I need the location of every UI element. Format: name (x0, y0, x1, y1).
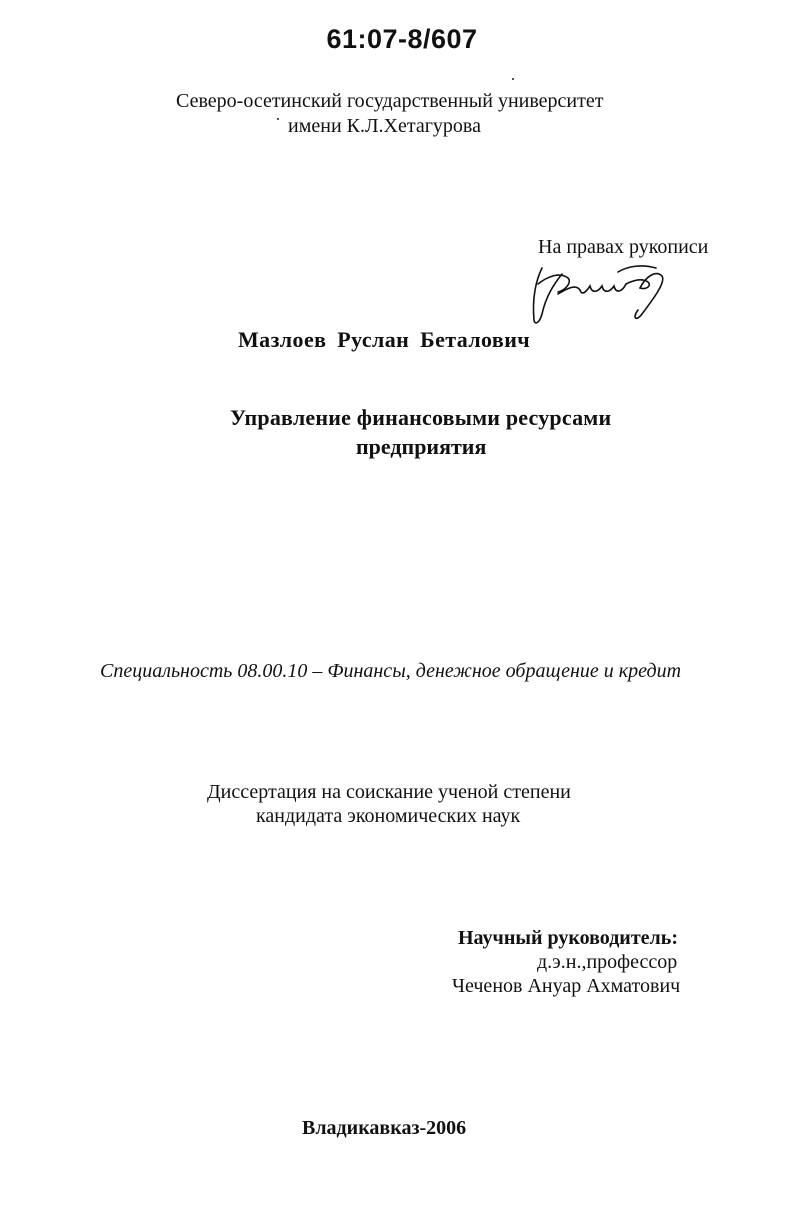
handwritten-signature (528, 258, 678, 330)
supervisor-degree: д.э.н.,профессор (537, 951, 678, 973)
city-year: Владикавказ-2006 (302, 1117, 467, 1139)
supervisor-label: Научный руководитель: (458, 927, 678, 949)
scan-speck (512, 78, 514, 80)
author-name: Мазлоев Руслан Беталович (238, 327, 531, 352)
specialty-line: Специальность 08.00.10 – Финансы, денежное обращение и кредит (100, 660, 682, 682)
university-name-line1: Северо-осетинский государственный университет (176, 90, 604, 112)
supervisor-name: Чеченов Ануар Ахматович (452, 975, 681, 997)
catalog-number: 61:07-8/607 (326, 24, 478, 54)
manuscript-rights-note: На правах рукописи (538, 236, 709, 258)
dissertation-title-line1: Управление финансовыми ресурсами (230, 405, 612, 430)
dissertation-title-line2: предприятия (356, 434, 487, 459)
scan-speck (277, 118, 279, 120)
university-name-line2: имени К.Л.Хетагурова (288, 115, 481, 137)
degree-statement-line2: кандидата экономических наук (256, 805, 521, 827)
degree-statement-line1: Диссертация на соискание ученой степени (207, 781, 571, 803)
